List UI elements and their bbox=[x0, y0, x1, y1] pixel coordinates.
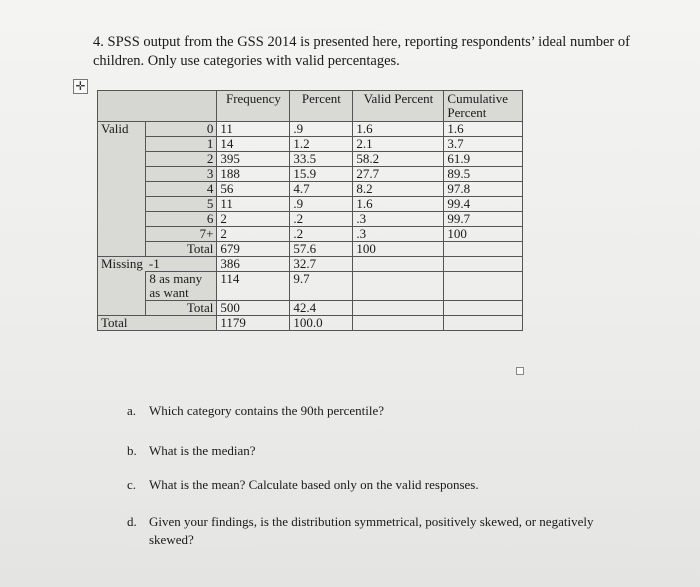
cell-valid-percent bbox=[353, 316, 444, 331]
cell-frequency: 2 bbox=[217, 212, 290, 227]
cell-percent: 57.6 bbox=[290, 242, 353, 257]
subquestion-d bbox=[127, 513, 647, 549]
cell-percent: .9 bbox=[290, 197, 353, 212]
group-spacer bbox=[98, 242, 146, 257]
cell-frequency: 679 bbox=[217, 242, 290, 257]
cell-cumulative-percent: 97.8 bbox=[444, 182, 523, 197]
table-row bbox=[98, 301, 523, 316]
cell-frequency: 56 bbox=[217, 182, 290, 197]
cell-percent: 9.7 bbox=[290, 272, 353, 301]
cell-cumulative-percent: 3.7 bbox=[444, 137, 523, 152]
table-row bbox=[98, 167, 523, 182]
cell-percent: 4.7 bbox=[290, 182, 353, 197]
row-category: 8 as many as want bbox=[146, 272, 217, 301]
cell-frequency: 14 bbox=[217, 137, 290, 152]
cell-percent: .9 bbox=[290, 122, 353, 137]
cell-cumulative-percent: 99.7 bbox=[444, 212, 523, 227]
cell-frequency: 114 bbox=[217, 272, 290, 301]
cell-cumulative-percent: 99.4 bbox=[444, 197, 523, 212]
table-row bbox=[98, 137, 523, 152]
cell-cumulative-percent: 61.9 bbox=[444, 152, 523, 167]
row-category: Total bbox=[146, 301, 217, 316]
table-row bbox=[98, 197, 523, 212]
header-frequency: Frequency bbox=[217, 91, 290, 122]
cell-frequency: 500 bbox=[217, 301, 290, 316]
move-icon[interactable]: ✛ bbox=[73, 79, 88, 94]
subquestion-c-label: c. bbox=[127, 477, 137, 492]
cell-valid-percent: 100 bbox=[353, 242, 444, 257]
group-spacer bbox=[98, 227, 146, 242]
table-row bbox=[98, 122, 523, 137]
cell-percent: 42.4 bbox=[290, 301, 353, 316]
cell-frequency: 11 bbox=[217, 122, 290, 137]
cell-valid-percent: 27.7 bbox=[353, 167, 444, 182]
row-category: Total bbox=[146, 242, 217, 257]
cell-valid-percent: 1.6 bbox=[353, 122, 444, 137]
subquestion-a-label: a. bbox=[127, 403, 137, 418]
subquestion-b bbox=[127, 442, 256, 460]
subquestion-c bbox=[127, 476, 479, 494]
group-label-valid: Valid bbox=[98, 122, 146, 137]
cell-cumulative-percent bbox=[444, 316, 523, 331]
cell-frequency: 1179 bbox=[217, 316, 290, 331]
table-row bbox=[98, 212, 523, 227]
cell-percent: 33.5 bbox=[290, 152, 353, 167]
header-percent: Percent bbox=[290, 91, 353, 122]
cell-valid-percent: .3 bbox=[353, 227, 444, 242]
cell-percent: 100.0 bbox=[290, 316, 353, 331]
cell-cumulative-percent: 100 bbox=[444, 227, 523, 242]
cell-valid-percent: 58.2 bbox=[353, 152, 444, 167]
cell-frequency: 188 bbox=[217, 167, 290, 182]
row-category: 4 bbox=[146, 182, 217, 197]
group-spacer bbox=[98, 197, 146, 212]
table-row bbox=[98, 227, 523, 242]
table-row bbox=[98, 182, 523, 197]
cell-percent: 1.2 bbox=[290, 137, 353, 152]
frequency-table bbox=[97, 90, 523, 331]
corner-cell bbox=[98, 91, 217, 122]
question-text: 4. SPSS output from the GSS 2014 is presented here, reporting respondents’ ideal number of children. Only use categories with valid percentages. bbox=[93, 34, 630, 69]
group-spacer bbox=[98, 212, 146, 227]
cell-cumulative-percent: 1.6 bbox=[444, 122, 523, 137]
cell-cumulative-percent bbox=[444, 301, 523, 316]
cell-valid-percent bbox=[353, 257, 444, 272]
cell-percent: 32.7 bbox=[290, 257, 353, 272]
header-row bbox=[98, 91, 523, 122]
cell-valid-percent: .3 bbox=[353, 212, 444, 227]
cell-valid-percent bbox=[353, 272, 444, 301]
subquestion-c-text: What is the mean? Calculate based only on the valid responses. bbox=[149, 477, 479, 492]
table-row bbox=[98, 272, 523, 301]
cell-cumulative-percent bbox=[444, 257, 523, 272]
row-category: 5 bbox=[146, 197, 217, 212]
cell-valid-percent: 8.2 bbox=[353, 182, 444, 197]
group-spacer bbox=[98, 301, 146, 316]
cell-frequency: 2 bbox=[217, 227, 290, 242]
cell-frequency: 386 bbox=[217, 257, 290, 272]
cell-percent: .2 bbox=[290, 227, 353, 242]
table-row bbox=[98, 242, 523, 257]
cell-frequency: 395 bbox=[217, 152, 290, 167]
header-valid-percent: Valid Percent bbox=[353, 91, 444, 122]
table-row bbox=[98, 257, 523, 272]
subquestion-d-text: Given your findings, is the distribution symmetrical, positively skewed, or negatively skewed? bbox=[149, 514, 594, 547]
row-category: 6 bbox=[146, 212, 217, 227]
row-category: 7+ bbox=[146, 227, 217, 242]
subquestion-a bbox=[127, 402, 384, 420]
table-row bbox=[98, 152, 523, 167]
table-row-grand-total bbox=[98, 316, 523, 331]
cell-valid-percent: 2.1 bbox=[353, 137, 444, 152]
group-label-missing: Missing bbox=[98, 257, 146, 272]
cell-percent: .2 bbox=[290, 212, 353, 227]
subquestion-a-text: Which category contains the 90th percentile? bbox=[149, 403, 384, 418]
cell-valid-percent: 1.6 bbox=[353, 197, 444, 212]
group-spacer bbox=[98, 182, 146, 197]
group-spacer bbox=[98, 167, 146, 182]
group-spacer bbox=[98, 152, 146, 167]
subquestion-b-label: b. bbox=[127, 443, 137, 458]
subquestion-d-label: d. bbox=[127, 514, 137, 529]
cell-percent: 15.9 bbox=[290, 167, 353, 182]
group-spacer bbox=[98, 137, 146, 152]
row-category: 3 bbox=[146, 167, 217, 182]
cell-valid-percent bbox=[353, 301, 444, 316]
group-spacer bbox=[98, 272, 146, 301]
cell-cumulative-percent bbox=[444, 242, 523, 257]
subquestion-b-text: What is the median? bbox=[149, 443, 256, 458]
cell-frequency: 11 bbox=[217, 197, 290, 212]
row-category: 0 bbox=[146, 122, 217, 137]
row-category: -1 bbox=[146, 257, 217, 272]
header-cumulative-percent: Cumulative Percent bbox=[444, 91, 523, 122]
cell-cumulative-percent bbox=[444, 272, 523, 301]
cell-cumulative-percent: 89.5 bbox=[444, 167, 523, 182]
group-label-total: Total bbox=[98, 316, 217, 331]
resize-handle-icon[interactable] bbox=[516, 367, 524, 375]
row-category: 2 bbox=[146, 152, 217, 167]
row-category: 1 bbox=[146, 137, 217, 152]
